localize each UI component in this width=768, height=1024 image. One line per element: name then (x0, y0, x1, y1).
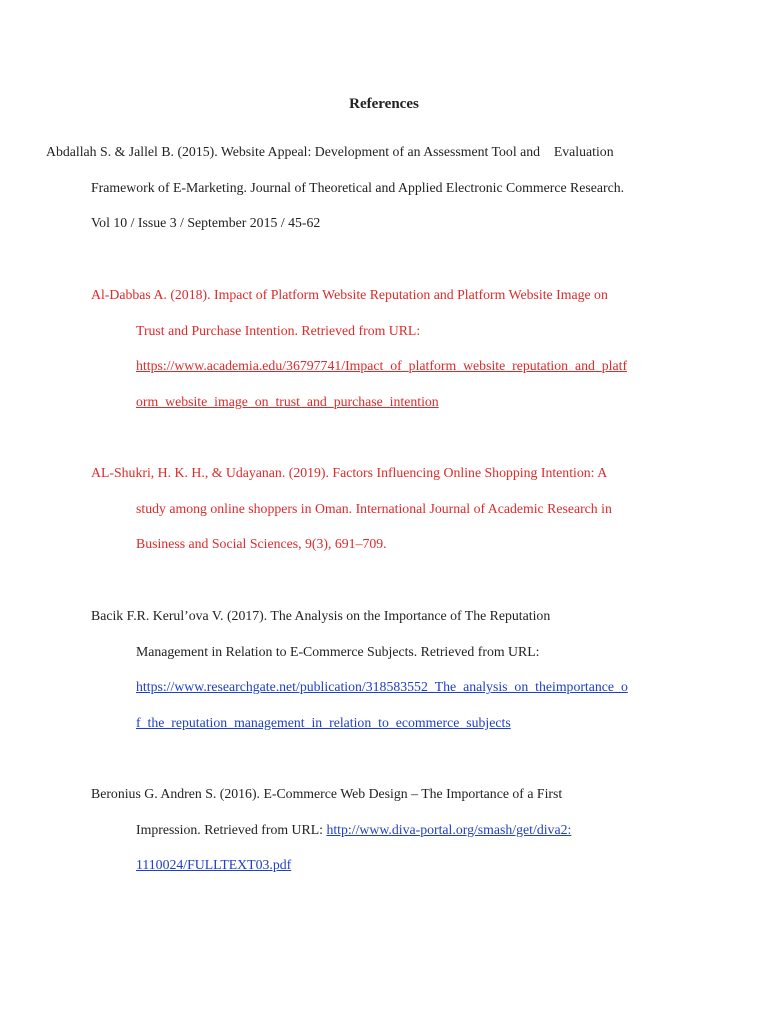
reference-url-link[interactable]: https://www.researchgate.net/publication/318583552_The_analysis_on_theimportance_o (136, 679, 628, 695)
reference-line: Impression. Retrieved from URL: (136, 821, 327, 837)
reference-entry-5 (91, 776, 571, 883)
reference-url-link[interactable]: http://www.diva-portal.org/smash/get/diva2: (326, 821, 572, 837)
reference-line: Management in Relation to E-Commerce Subjects. Retrieved from URL: (136, 643, 540, 659)
reference-url-link[interactable]: https://www.academia.edu/36797741/Impact_of_platform_website_reputation_and_platf (136, 358, 628, 374)
reference-line: Bacik F.R. Kerul’ova V. (2017). The Analysis on the Importance of The Reputation (91, 608, 551, 623)
reference-line: Trust and Purchase Intention. Retrieved from URL: (136, 322, 421, 338)
reference-entry-4 (91, 598, 628, 741)
reference-entry-3 (91, 455, 612, 562)
reference-url-link[interactable]: f_the_reputation_management_in_relation_to_ecommerce_subjects (136, 715, 511, 731)
reference-url-link[interactable]: orm_website_image_on_trust_and_purchase_intention (136, 394, 439, 410)
reference-line: Abdallah S. & Jallel B. (2015). Website Appeal: Development of an Assessment Tool and Evaluation (46, 144, 614, 159)
reference-line: study among online shoppers in Oman. International Journal of Academic Research in (136, 500, 612, 516)
reference-entry-2 (91, 277, 627, 420)
reference-line: Framework of E-Marketing. Journal of Theoretical and Applied Electronic Commerce Research. (91, 179, 625, 195)
reference-url-link[interactable]: 1110024/FULLTEXT03.pdf (136, 857, 292, 873)
reference-entry-1 (46, 134, 624, 241)
reference-line: Al-Dabbas A. (2018). Impact of Platform Website Reputation and Platform Website Image on (91, 287, 608, 302)
reference-line: Beronius G. Andren S. (2016). E-Commerce Web Design – The Importance of a First (91, 786, 563, 801)
reference-line: Vol 10 / Issue 3 / September 2015 / 45-62 (91, 215, 321, 231)
reference-line: Business and Social Sciences, 9(3), 691–709. (136, 536, 387, 552)
reference-line: AL-Shukri, H. K. H., & Udayanan. (2019). Factors Influencing Online Shopping Intention: A (91, 465, 608, 480)
page-title: References (349, 96, 419, 112)
